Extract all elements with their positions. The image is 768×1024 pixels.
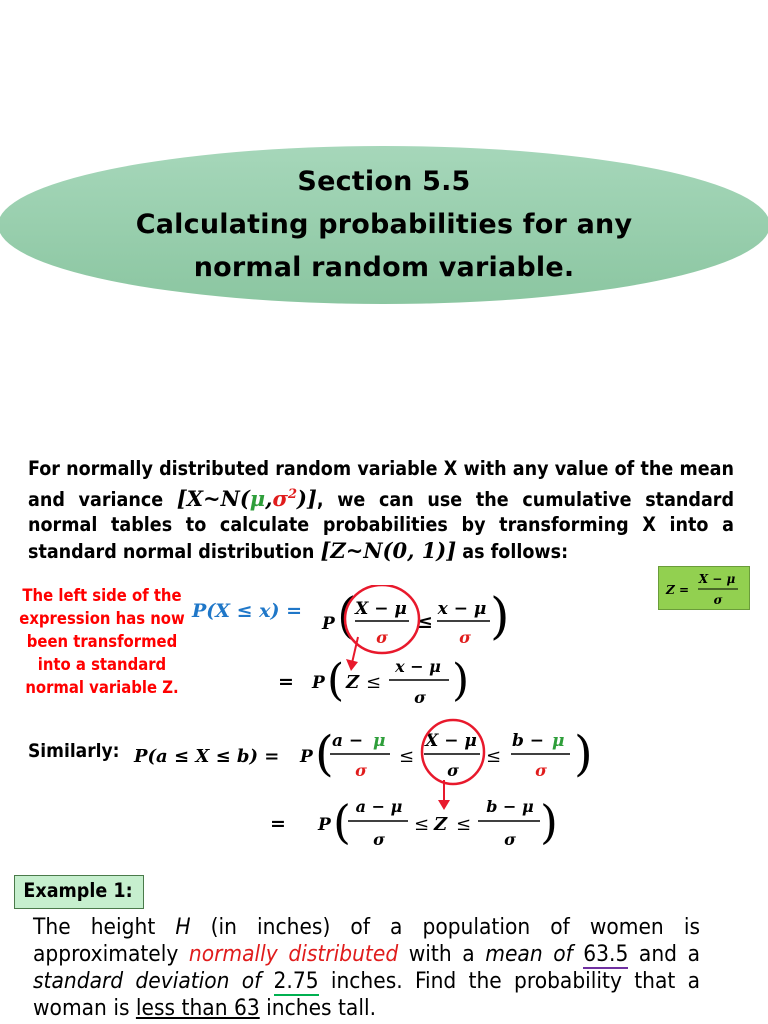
section-number: Section 5.5 xyxy=(297,166,471,197)
title-line-3: normal random variable. xyxy=(193,252,575,283)
example-label: Example 1: xyxy=(23,879,133,902)
z-formula xyxy=(658,566,750,610)
intro-text-2: , we can use the cumulative standard normal tables to calculate probabilities by transforming X into a standard normal distribution xyxy=(28,487,735,563)
dist-bracket-open: [ xyxy=(176,485,187,511)
example-less-than: less than 63 xyxy=(135,995,260,1021)
formula-3 xyxy=(128,718,598,790)
title-line-2: Calculating probabilities for any xyxy=(135,209,633,240)
p-symbol-1: P xyxy=(322,614,335,634)
paren-close-1: ) xyxy=(490,587,510,645)
eq-2: = xyxy=(270,813,286,835)
frac-a-num: a − xyxy=(332,731,364,751)
example-text xyxy=(33,914,700,1022)
z-var-1: Z xyxy=(346,672,360,693)
example-s4: and a xyxy=(628,941,700,967)
dist-bracket-close: )] xyxy=(296,485,317,511)
example-s1: The height xyxy=(33,914,176,940)
frac-sigma-3: σ xyxy=(414,688,426,707)
example-normally: normally distributed xyxy=(188,941,399,967)
example-s3: with a xyxy=(398,941,486,967)
example-H: H xyxy=(175,914,191,940)
example-mean-of: mean of xyxy=(485,941,573,967)
frac-a-mu: μ xyxy=(373,731,386,751)
intro-text-3: as follows: xyxy=(456,539,569,563)
paren-open-3: ( xyxy=(315,726,334,782)
example-sd-val: 2.75 xyxy=(273,968,319,994)
frac-x-num: x − μ xyxy=(437,599,487,619)
formula-4 xyxy=(262,790,562,856)
paren-open-4: ( xyxy=(333,795,351,849)
frac-b-num: b − xyxy=(512,731,545,751)
dist-sigma: σ xyxy=(272,485,288,511)
z-var-2: Z xyxy=(434,814,448,835)
frac-sigma-6: σ xyxy=(535,761,547,780)
eq-1: = xyxy=(278,671,294,693)
frac-sigma-8: σ xyxy=(504,830,516,849)
leq-1: ≤ xyxy=(417,611,433,633)
p-ab-lhs: P(a ≤ X ≤ b) = xyxy=(134,746,280,767)
paren-open-1: ( xyxy=(337,587,357,645)
z-formula-lhs: Z = xyxy=(666,583,689,597)
frac-x-num-2: x − μ xyxy=(395,657,441,676)
example-sd-of: standard deviation of xyxy=(33,968,274,994)
example-s6: inches tall. xyxy=(259,995,377,1021)
paren-close-2: ) xyxy=(452,655,470,706)
frac-sigma-1: σ xyxy=(376,628,388,647)
leq-6: ≤ xyxy=(456,814,472,835)
dist-mu: μ xyxy=(249,485,266,511)
frac-sigma-4: σ xyxy=(355,761,367,780)
p-symbol-3: P xyxy=(300,747,313,767)
leq-2: ≤ xyxy=(366,672,382,693)
frac-sigma-7: σ xyxy=(373,830,385,849)
dist-standard: [Z~N(0, 1)] xyxy=(320,537,457,563)
frac-sigma-2: σ xyxy=(459,628,471,647)
red-note: The left side of the expression has now been transformed into a standard normal variable Z. xyxy=(19,586,185,697)
similarly-label: Similarly: xyxy=(28,740,120,762)
frac-sigma-5: σ xyxy=(447,761,459,780)
leq-5: ≤ xyxy=(414,814,430,835)
example-s2: (in inches) of a population of women is approximately xyxy=(33,914,701,967)
example-s5: inches. Find the probability that a woman is xyxy=(33,968,700,1021)
frac-b-mu: μ xyxy=(552,731,565,751)
dist-comma: , xyxy=(265,485,273,511)
formula-2 xyxy=(270,652,480,712)
frac-X-num: X − μ xyxy=(355,599,407,619)
frac-b-num-2-full: b − μ xyxy=(486,797,534,816)
z-formula-num: X − μ xyxy=(698,572,736,586)
intro-text-1: For normally distributed random variable X with any value of the mean and variance xyxy=(28,457,734,511)
p-symbol-2: P xyxy=(312,673,325,693)
paren-close-4: ) xyxy=(540,795,558,849)
paren-close-3: ) xyxy=(574,726,593,782)
dist-sq: 2 xyxy=(287,486,297,502)
leq-4: ≤ xyxy=(486,746,502,767)
leq-3: ≤ xyxy=(399,746,415,767)
p-x-lhs: P(X ≤ x) = xyxy=(192,600,303,622)
p-symbol-4: P xyxy=(318,815,331,835)
dist-general: X~N( xyxy=(186,485,250,511)
frac-X-num-2: X − μ xyxy=(425,731,477,751)
z-formula-den: σ xyxy=(713,593,723,607)
example-mean-val: 63.5 xyxy=(583,941,629,967)
intro-paragraph xyxy=(28,456,734,564)
frac-a-num-2-full: a − μ xyxy=(355,797,403,816)
paren-open-2: ( xyxy=(327,655,345,706)
